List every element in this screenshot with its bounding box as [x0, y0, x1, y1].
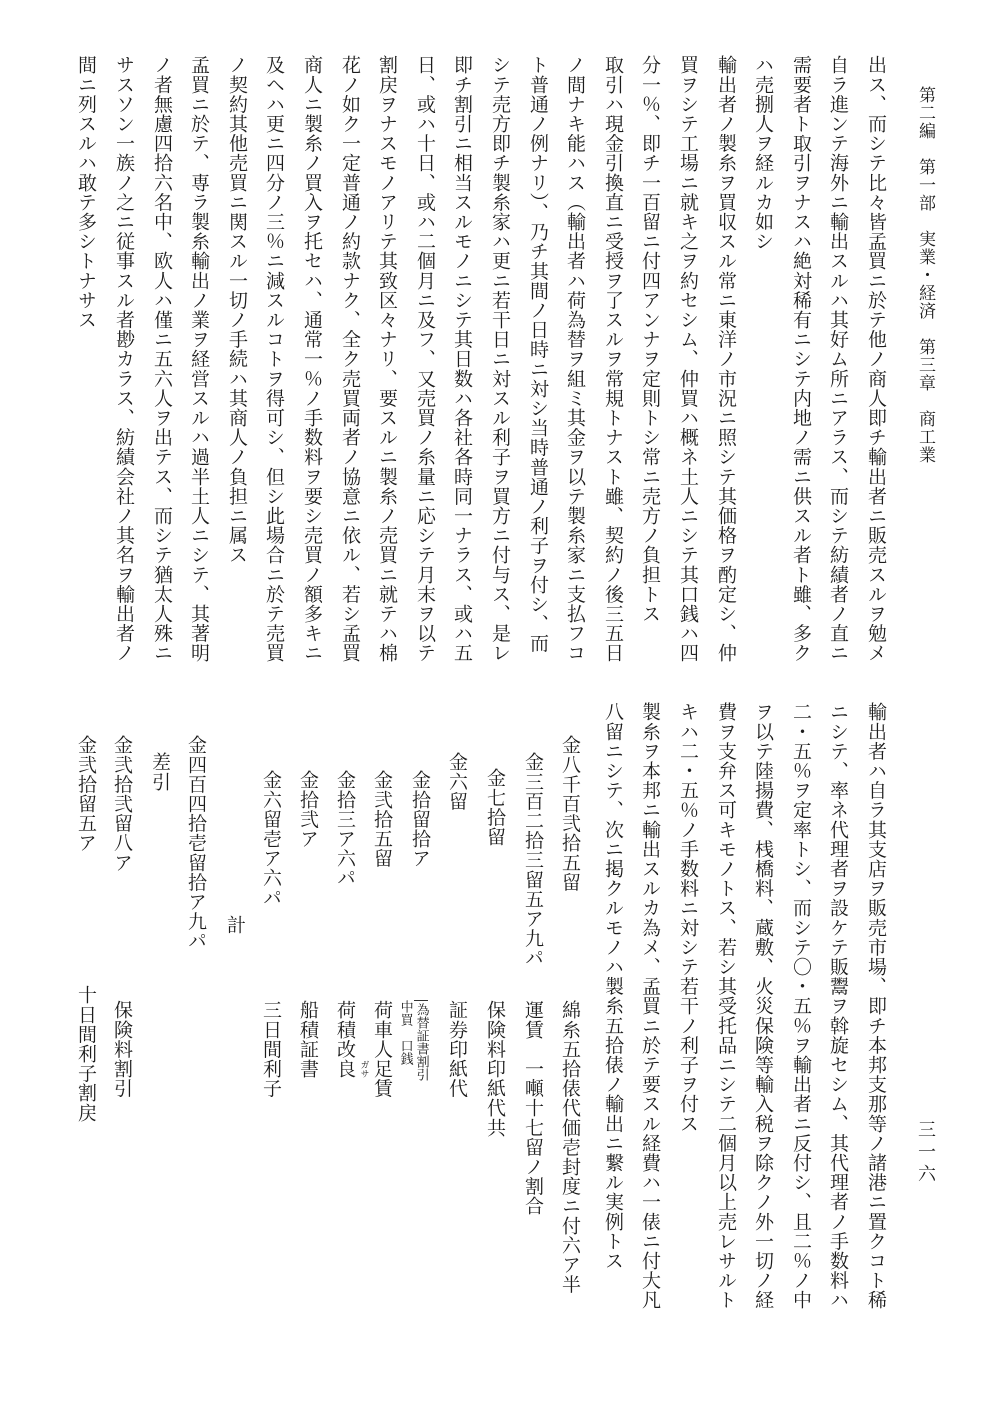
bottom-column: 費ヲ支弁ス可キモノトス、若シ其受托品ニシテ二個月以上売レサルト: [715, 702, 737, 1310]
ledger-label-5a: [414, 1000, 428, 1081]
ledger-amount-9: 金六留壱ア六パ: [260, 770, 282, 908]
ledger-total-amount: 金四百四拾壱留拾ア九パ: [185, 735, 207, 951]
ledger-label-6: 荷車人足賃: [371, 1000, 393, 1098]
ledger-amount-7: 金拾三ア六パ: [334, 770, 356, 888]
bottom-column: ヲ以テ陸揚費、桟橋料、蔵敷、火災保険等輸入税ヲ除クノ外一切ノ経: [752, 702, 774, 1310]
ledger-diff-amount-1: 金弐拾弐留八ア: [111, 735, 133, 873]
ledger-diff-label-2: 十日間利子割戻: [75, 985, 97, 1123]
running-header: 第二編 第一部 実業・経済 第三章 商工業: [915, 86, 935, 464]
top-column: 孟買ニ於テ、専ラ製糸輸出ノ業ヲ経営スルハ過半土人ニシテ、其著明: [188, 55, 210, 663]
ledger-intro: 綿糸五拾俵代価壱封度ニ付六ア半: [559, 1000, 581, 1294]
top-column: 及ヘハ更ニ四分ノ三％ニ減スルコトヲ得可シ、但シ此場合ニ於テ売買: [263, 55, 285, 663]
top-column: 割戻ヲナスモノアリテ其致区々ナリ、要スルニ製糸ノ売買ニ就テハ棉: [376, 55, 398, 663]
ledger-amount-2: 金三百二拾三留五ア九パ: [522, 752, 544, 968]
ledger-amount-8: 金拾弐ア: [297, 770, 319, 849]
top-column: 買ヲシテ工場ニ就キ之ヲ約セシム、仲買ハ概ネ土人ニシテ其口銭ハ四: [677, 55, 699, 663]
top-column: 即チ割引ニ相当スルモノニシテ其日数ハ各社各時同一ナラス、或ハ五: [451, 55, 473, 663]
top-column: 花ノ如ク一定普通ノ約款ナク、全ク売買両者ノ協意ニ依ル、若シ孟買: [339, 55, 361, 663]
ledger-label-8: 船積証書: [297, 1000, 319, 1079]
top-column: ハ売捌人ヲ経ルカ如シ: [752, 55, 774, 251]
top-column: サスソン一族ノ之ニ従事スル者尠カラス、紡績会社ノ其名ヲ輸出者ノ: [113, 55, 135, 663]
page-number: 三一六: [915, 1120, 936, 1186]
bottom-column: 輸出者ハ自ラ其支店ヲ販売市場、即チ本邦支那等ノ諸港ニ置クコト稀: [865, 702, 887, 1310]
top-column: ト普通ノ例ナリ）、乃チ其間ノ日時ニ対シ当時普通ノ利子ヲ付シ、而: [527, 55, 549, 654]
bottom-column: キハ二・五％ノ手数料ニ対シテ若干ノ利子ヲ付ス: [677, 702, 699, 1134]
ledger-label-3: 保険料印紙代共: [484, 1000, 506, 1138]
top-column: 取引ハ現金引換直ニ受授ヲ了スルヲ常規トナスト雖、契約ノ後三五日: [602, 55, 624, 663]
top-column: 出ス、而シテ比々皆孟買ニ於テ他ノ商人即チ輸出者ニ販売スルヲ勉メ: [865, 55, 887, 663]
top-column: 日、或ハ十日、或ハ二個月ニ及フ、又売買ノ糸量ニ応シテ月末ヲ以テ: [414, 55, 436, 663]
top-column: 商人ニ製糸ノ買入ヲ托セハ、通常一％ノ手数料ヲ要シ売買ノ額多キニ: [301, 55, 323, 663]
bottom-column: 製糸ヲ本邦ニ輸出スルカ為メ、孟買ニ於テ要スル経費ハ一俵ニ付大凡: [639, 702, 661, 1310]
bottom-column: 二・五％ヲ定率トシ、而シテ〇・五％ヲ輸出者ニ反付シ、且二％ノ中: [790, 702, 812, 1310]
ledger-amount-1: 金八千百弐拾五留: [559, 735, 581, 892]
top-column: ノ契約其他売買ニ関スル一切ノ手続ハ其商人ノ負担ニ属ス: [226, 55, 248, 565]
ledger-diff-label-1: 保険料割引: [111, 1000, 133, 1098]
bracket-line-1: 為替証書割引: [413, 1003, 429, 1081]
top-column: 輸出者ノ製糸ヲ買収スル常ニ東洋ノ市況ニ照シテ其価格ヲ酌定シ、仲: [715, 55, 737, 663]
top-column: シテ売方即チ製糸家ハ更ニ若干日ニ対スル利子ヲ買方ニ付与ス、是レ: [489, 55, 511, 663]
top-column: 自ラ進ンテ海外ニ輸出スルハ其好ム所ニアラス、而シテ紡績者ノ直ニ: [827, 55, 849, 663]
bracket-line-2: 中買 口銭: [397, 1000, 413, 1065]
ruby-gasa: ガサ: [358, 1060, 369, 1078]
ledger-label-2: 運賃 一噸十七留ノ割合: [522, 1000, 544, 1216]
top-column: 分一％、即チ一百留ニ付四アンナヲ定則トシ常ニ売方ノ負担トス: [639, 55, 661, 624]
ledger-label-5b: [398, 1000, 412, 1065]
bottom-column: ニシテ、率ネ代理者ヲ設ケテ販鬻ヲ斡旋セシム、其代理者ノ手数料ハ: [827, 702, 849, 1310]
ledger-label-4: 証券印紙代: [446, 1000, 468, 1098]
ledger-label-9: 三日間利子: [260, 1000, 282, 1098]
ledger-amount-6: 金弐拾五留: [371, 770, 393, 868]
ledger-total-label: 計: [224, 915, 246, 935]
top-column: 需要者ト取引ヲナスハ絶対稀有ニシテ内地ノ需ニ供スル者ト雖、多ク: [790, 55, 812, 663]
ledger-amount-5: 金拾留拾ア: [409, 770, 431, 868]
top-column: ノ間ナキ能ハス（輸出者ハ荷為替ヲ組ミ其金ヲ以テ製糸家ニ支払フコ: [564, 55, 586, 663]
bottom-column: 八留ニシテ、次ニ掲クルモノハ製糸五拾俵ノ輸出ニ繋ル実例トス: [602, 702, 624, 1271]
top-column: ノ者無慮四拾六名中、欧人ハ僅ニ五六人ヲ出テス、而シテ猶太人殊ニ: [151, 55, 173, 663]
ledger-amount-4: 金六留: [446, 752, 468, 811]
ledger-diff-label: 差引: [149, 752, 171, 792]
ledger-amount-3: 金七拾留: [484, 768, 506, 847]
ledger-diff-amount-2: 金弐拾留五ア: [75, 735, 97, 853]
top-column: 間ニ列スルハ敢テ多シトナサス: [75, 55, 97, 330]
ledger-label-7: 荷積改良: [334, 1000, 356, 1079]
